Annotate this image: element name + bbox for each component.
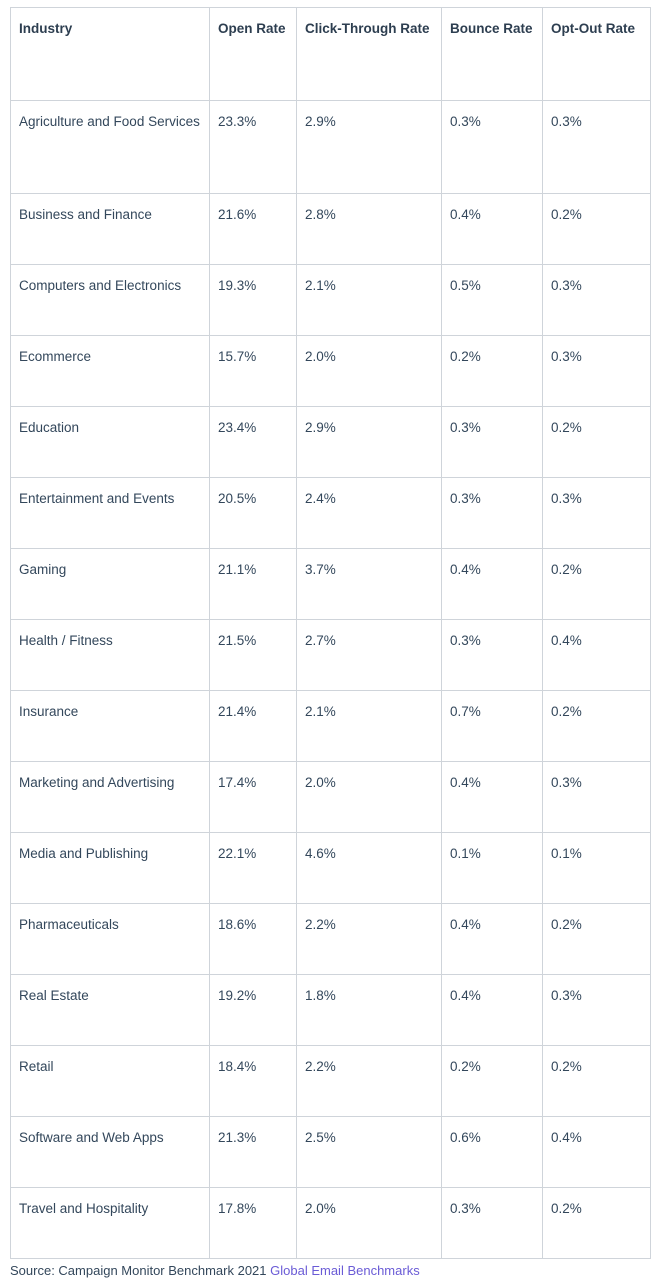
table-row [11,904,651,975]
cell-opt-out-rate: 0.3% [543,265,651,336]
cell-industry: Ecommerce [11,336,210,407]
cell-industry: Real Estate [11,975,210,1046]
cell-bounce-rate: 0.4% [442,904,543,975]
cell-bounce-rate: 0.5% [442,265,543,336]
cell-click-through-rate: 2.1% [297,265,442,336]
cell-opt-out-rate: 0.2% [543,1188,651,1259]
cell-opt-out-rate: 0.3% [543,101,651,194]
cell-open-rate: 18.4% [210,1046,297,1117]
cell-bounce-rate: 0.3% [442,407,543,478]
table-row [11,1188,651,1259]
cell-bounce-rate: 0.3% [442,620,543,691]
cell-open-rate: 23.4% [210,407,297,478]
cell-industry: Marketing and Advertising [11,762,210,833]
benchmark-table [10,7,651,1259]
table-row [11,478,651,549]
cell-industry: Software and Web Apps [11,1117,210,1188]
table-row [11,194,651,265]
header-bounce-rate: Bounce Rate [442,8,543,101]
source-link[interactable]: Global Email Benchmarks [270,1263,420,1278]
cell-open-rate: 21.5% [210,620,297,691]
table-row [11,1117,651,1188]
cell-open-rate: 17.4% [210,762,297,833]
cell-open-rate: 23.3% [210,101,297,194]
cell-opt-out-rate: 0.3% [543,336,651,407]
cell-click-through-rate: 1.8% [297,975,442,1046]
table-row [11,407,651,478]
cell-industry: Gaming [11,549,210,620]
cell-opt-out-rate: 0.3% [543,478,651,549]
cell-industry: Insurance [11,691,210,762]
cell-open-rate: 19.2% [210,975,297,1046]
cell-industry: Agriculture and Food Services [11,101,210,194]
cell-industry: Business and Finance [11,194,210,265]
cell-bounce-rate: 0.1% [442,833,543,904]
header-click-through-rate: Click-Through Rate [297,8,442,101]
cell-open-rate: 21.4% [210,691,297,762]
cell-opt-out-rate: 0.2% [543,691,651,762]
cell-open-rate: 22.1% [210,833,297,904]
cell-bounce-rate: 0.4% [442,194,543,265]
cell-opt-out-rate: 0.3% [543,975,651,1046]
header-open-rate: Open Rate [210,8,297,101]
cell-industry: Media and Publishing [11,833,210,904]
cell-open-rate: 17.8% [210,1188,297,1259]
table-row [11,620,651,691]
table-row [11,265,651,336]
cell-opt-out-rate: 0.4% [543,1117,651,1188]
cell-open-rate: 15.7% [210,336,297,407]
cell-open-rate: 19.3% [210,265,297,336]
cell-click-through-rate: 2.8% [297,194,442,265]
cell-bounce-rate: 0.6% [442,1117,543,1188]
cell-open-rate: 18.6% [210,904,297,975]
cell-industry: Entertainment and Events [11,478,210,549]
table-body [11,101,651,1259]
cell-click-through-rate: 2.9% [297,407,442,478]
table-row [11,101,651,194]
cell-bounce-rate: 0.3% [442,101,543,194]
cell-bounce-rate: 0.4% [442,549,543,620]
cell-click-through-rate: 2.5% [297,1117,442,1188]
cell-opt-out-rate: 0.2% [543,194,651,265]
cell-click-through-rate: 4.6% [297,833,442,904]
cell-industry: Pharmaceuticals [11,904,210,975]
cell-click-through-rate: 2.7% [297,620,442,691]
cell-click-through-rate: 3.7% [297,549,442,620]
cell-opt-out-rate: 0.1% [543,833,651,904]
cell-click-through-rate: 2.0% [297,336,442,407]
cell-click-through-rate: 2.9% [297,101,442,194]
cell-opt-out-rate: 0.2% [543,407,651,478]
cell-click-through-rate: 2.1% [297,691,442,762]
table-row [11,691,651,762]
header-opt-out-rate: Opt-Out Rate [543,8,651,101]
cell-opt-out-rate: 0.2% [543,904,651,975]
cell-bounce-rate: 0.2% [442,336,543,407]
cell-bounce-rate: 0.4% [442,762,543,833]
cell-click-through-rate: 2.0% [297,1188,442,1259]
source-text: Source: Campaign Monitor Benchmark 2021 [10,1263,271,1278]
table-header-row [11,8,651,101]
cell-opt-out-rate: 0.3% [543,762,651,833]
cell-industry: Retail [11,1046,210,1117]
cell-opt-out-rate: 0.2% [543,1046,651,1117]
cell-industry: Travel and Hospitality [11,1188,210,1259]
source-note [10,1262,420,1280]
cell-click-through-rate: 2.2% [297,904,442,975]
cell-industry: Computers and Electronics [11,265,210,336]
header-industry: Industry [11,8,210,101]
cell-opt-out-rate: 0.4% [543,620,651,691]
table-row [11,549,651,620]
cell-industry: Education [11,407,210,478]
table-row [11,1046,651,1117]
cell-bounce-rate: 0.3% [442,1188,543,1259]
cell-industry: Health / Fitness [11,620,210,691]
table-row [11,833,651,904]
cell-open-rate: 21.6% [210,194,297,265]
cell-click-through-rate: 2.2% [297,1046,442,1117]
cell-bounce-rate: 0.3% [442,478,543,549]
cell-bounce-rate: 0.2% [442,1046,543,1117]
cell-open-rate: 21.3% [210,1117,297,1188]
table-row [11,336,651,407]
cell-click-through-rate: 2.0% [297,762,442,833]
cell-bounce-rate: 0.4% [442,975,543,1046]
cell-click-through-rate: 2.4% [297,478,442,549]
cell-open-rate: 20.5% [210,478,297,549]
table-row [11,762,651,833]
table-row [11,975,651,1046]
cell-bounce-rate: 0.7% [442,691,543,762]
cell-open-rate: 21.1% [210,549,297,620]
cell-opt-out-rate: 0.2% [543,549,651,620]
